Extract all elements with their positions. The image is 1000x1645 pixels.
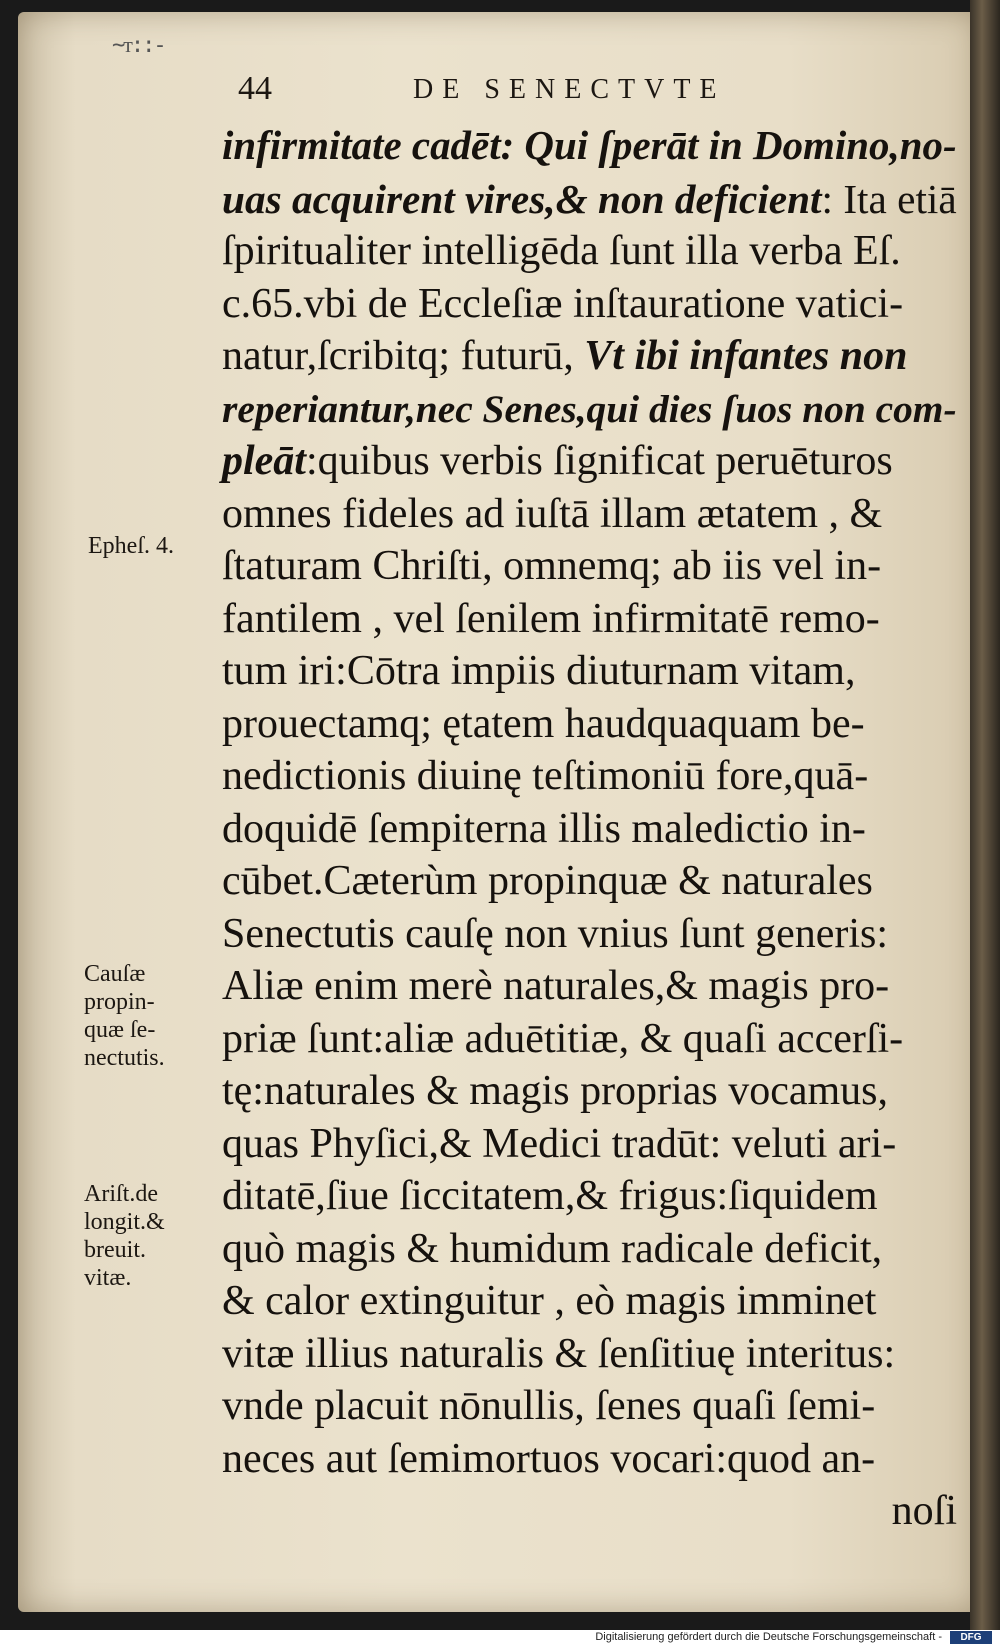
text-segment: ditatē,ſiue ſiccitatem,& frigus:ſiquidem <box>222 1173 878 1219</box>
text-line <box>222 1275 957 1328</box>
text-segment: quas Phyſici,& Medici tradūt: veluti ari- <box>222 1120 897 1167</box>
text-line <box>222 1328 957 1381</box>
text-line <box>222 803 957 856</box>
dfg-logo: DFG <box>950 1631 992 1644</box>
marginal-note-causae <box>84 960 165 1072</box>
text-segment: ſpiritualiter intelligēda ſunt illa verba Eſ. <box>222 228 901 274</box>
marginal-causae-line: nectutis. <box>84 1045 165 1071</box>
italic-text-segment: infirmitate cadēt: Qui ſperāt in Domino,no- <box>222 123 957 168</box>
text-line <box>222 383 957 436</box>
catchword: noſi <box>891 1488 957 1534</box>
digitization-footer <box>0 1630 1000 1645</box>
text-segment: ſtaturam Chriſti, omnemq; ab iis vel in- <box>222 543 882 589</box>
marginal-arist-line: Ariſt.de <box>84 1181 158 1207</box>
funding-credit: Digitalisierung gefördert durch die Deutsche Forschungsgemeinschaft - <box>595 1631 942 1643</box>
text-line <box>222 593 957 646</box>
text-segment: doquidē ſempiterna illis maledictio in- <box>222 805 866 852</box>
text-line <box>222 225 957 278</box>
text-line <box>222 1380 957 1433</box>
marginal-arist-line: longit.& <box>84 1209 165 1235</box>
marginal-arist-line: vitæ. <box>84 1265 132 1291</box>
marginal-note-ephes: Epheſ. 4. <box>88 533 174 559</box>
text-line <box>222 960 957 1013</box>
text-line <box>222 330 957 383</box>
text-segment: & calor extinguitur , eò magis imminet <box>222 1278 877 1324</box>
text-segment: Senectutis cauſę non vnius ſunt generis: <box>222 910 889 957</box>
text-segment: c.65.vbi de Eccleſiæ inſtauratione vatici- <box>222 280 904 327</box>
text-segment: vitæ illius naturalis & ſenſitiuę interitus: <box>222 1330 896 1377</box>
italic-text-segment: reperiantur,nec Senes,qui dies ſuos non com- <box>222 386 957 431</box>
text-line <box>222 488 957 541</box>
text-segment: tum iri:Cōtra impiis diuturnam vitam, <box>222 648 856 694</box>
text-line <box>222 645 957 698</box>
marginal-causae-line: Cauſæ <box>84 961 146 987</box>
text-segment: natur,ſcribitq; futurū, <box>222 333 585 379</box>
page-number: 44 <box>238 70 272 107</box>
marginal-causae-line: quæ ſe- <box>84 1017 156 1043</box>
text-segment: fantilem , vel ſenilem infirmitatē remo- <box>222 595 880 642</box>
text-segment: cūbet.Cæterùm propinquæ & naturales <box>222 858 873 904</box>
italic-text-segment: uas acquirent vires,& non deficient <box>222 175 822 222</box>
body-text <box>222 120 957 1538</box>
text-segment: nedictionis diuinę teſtimoniū fore,quā- <box>222 753 869 799</box>
text-segment: vnde placuit nōnullis, ſenes quaſi ſemi- <box>222 1383 876 1429</box>
marginal-arist-line: breuit. <box>84 1237 146 1263</box>
text-segment: priæ ſunt:aliæ aduētitiæ, & quaſi accerſi- <box>222 1015 904 1062</box>
text-line <box>222 1170 957 1223</box>
text-segment: neces aut ſemimortuos vocari:quod an- <box>222 1435 876 1482</box>
text-segment: omnes fideles ad iuſtā illam ætatem , & <box>222 490 883 537</box>
text-line <box>222 1223 957 1276</box>
text-line <box>222 698 957 751</box>
page-header <box>238 70 818 110</box>
text-line <box>222 750 957 803</box>
text-line <box>222 1433 957 1486</box>
text-line <box>222 1065 957 1118</box>
text-line <box>222 120 957 173</box>
text-line <box>222 173 957 226</box>
text-line <box>222 908 957 961</box>
text-segment: tę:naturales & magis proprias vocamus, <box>222 1068 888 1114</box>
marginal-causae-line: propin- <box>84 989 155 1015</box>
text-line <box>222 855 957 908</box>
text-line <box>222 278 957 331</box>
text-line <box>222 435 957 488</box>
text-segment: Aliæ enim merè naturales,& magis pro- <box>222 963 890 1009</box>
text-line <box>222 540 957 593</box>
text-segment: prouectamq; ętatem haudquaquam be- <box>222 700 865 747</box>
text-line <box>222 1013 957 1066</box>
text-line <box>222 1118 957 1171</box>
marginal-note-arist <box>84 1180 165 1292</box>
italic-text-segment: Vt ibi infantes non <box>584 333 908 379</box>
book-binding-edge <box>970 0 1000 1630</box>
ink-scribble-mark: ~ᴛ::- <box>112 33 165 58</box>
running-title: DE SENECTVTE <box>413 74 726 105</box>
text-segment: quò magis & humidum radicale deficit, <box>222 1225 883 1272</box>
text-segment: : Ita etiā <box>821 175 957 222</box>
text-segment: :quibus verbis ſignificat peruēturos <box>305 438 893 484</box>
italic-text-segment: pleāt <box>222 438 306 484</box>
